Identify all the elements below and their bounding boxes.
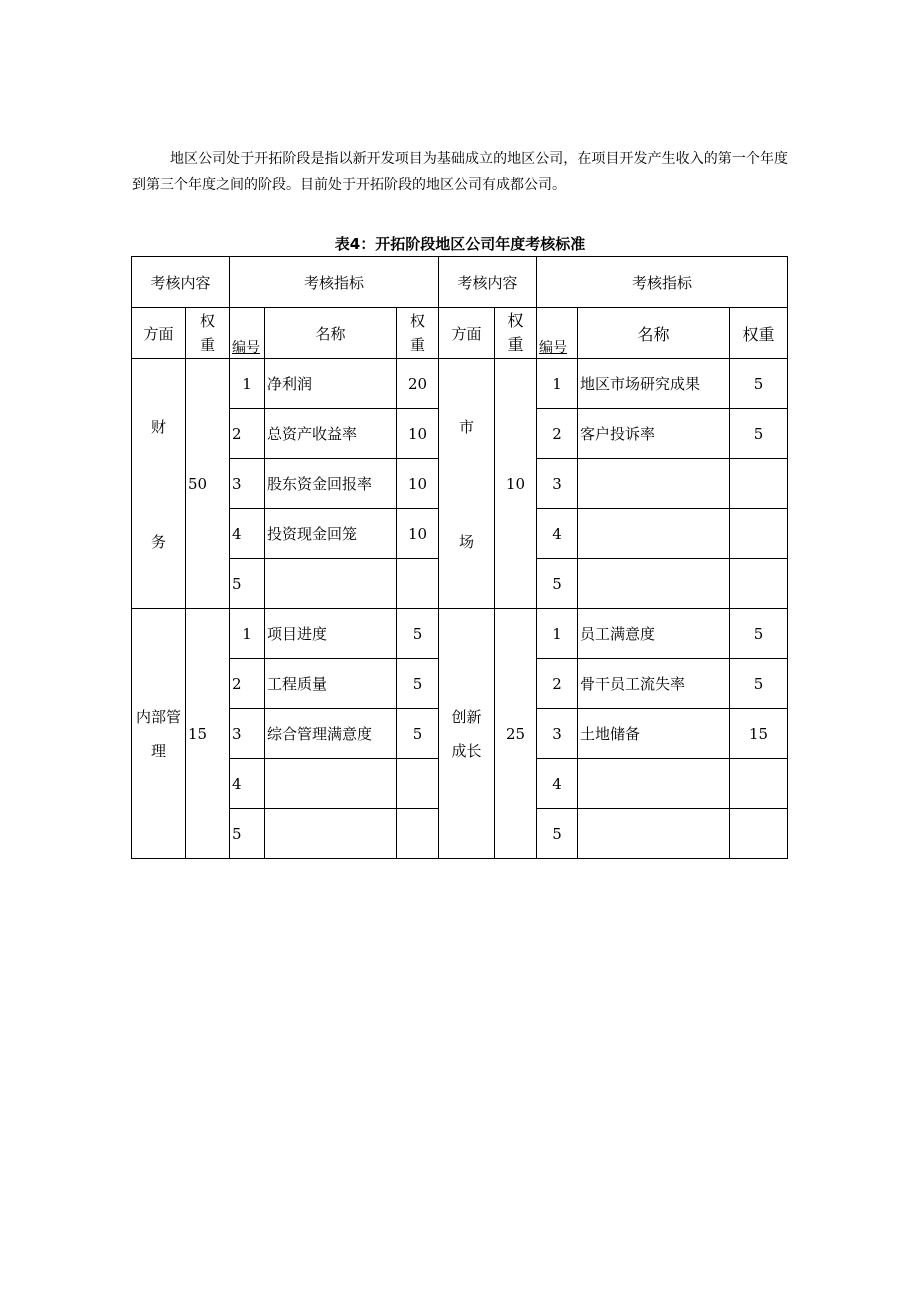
- item-weight: 5: [730, 609, 788, 659]
- item-name: 股东资金回报率: [265, 459, 397, 509]
- item-number: 5: [230, 809, 265, 859]
- item-weight: [730, 459, 788, 509]
- item-number: 2: [537, 659, 578, 709]
- item-name: 客户投诉率: [578, 409, 730, 459]
- item-name: [265, 559, 397, 609]
- item-weight: 5: [730, 409, 788, 459]
- item-name: [578, 509, 730, 559]
- table-row: [132, 359, 788, 409]
- aspect-finance-bottom: 务: [150, 532, 166, 551]
- item-weight: 10: [397, 409, 439, 459]
- aspect-internal-weight: 15: [186, 609, 230, 859]
- subheader-number-left: [230, 308, 265, 359]
- item-number: 4: [537, 759, 578, 809]
- item-number: 2: [537, 409, 578, 459]
- item-number: 3: [537, 709, 578, 759]
- subheader-weight-right: [495, 308, 537, 359]
- aspect-finance-weight: 50: [186, 359, 230, 609]
- item-name: 投资现金回笼: [265, 509, 397, 559]
- item-weight: 5: [397, 659, 439, 709]
- item-weight: 10: [397, 509, 439, 559]
- item-weight: [730, 759, 788, 809]
- weight-top-label: 权: [409, 312, 425, 330]
- item-weight: 5: [730, 359, 788, 409]
- item-number: 5: [537, 809, 578, 859]
- header-content-left: 考核内容: [132, 257, 230, 308]
- item-weight: [397, 809, 439, 859]
- item-number: 2: [230, 409, 265, 459]
- item-name: 工程质量: [265, 659, 397, 709]
- subheader-aspect-right: 方面: [439, 308, 495, 359]
- item-name: [265, 759, 397, 809]
- weight-top-label: 权: [199, 312, 215, 330]
- item-name: [265, 809, 397, 859]
- table-row: [132, 609, 788, 659]
- item-number: 3: [537, 459, 578, 509]
- item-name: 项目进度: [265, 609, 397, 659]
- aspect-internal-top: 内部管: [135, 707, 181, 726]
- assessment-table: [131, 256, 788, 859]
- item-number: 4: [230, 759, 265, 809]
- aspect-finance: [132, 359, 186, 609]
- aspect-growth-top: 创新: [451, 707, 482, 726]
- item-number: 3: [230, 709, 265, 759]
- aspect-market: [439, 359, 495, 609]
- item-weight: [730, 809, 788, 859]
- weight-bottom-label: 重: [409, 336, 425, 354]
- aspect-market-top: 市: [458, 417, 474, 436]
- aspect-internal-bottom: 理: [150, 741, 166, 760]
- item-name: [578, 559, 730, 609]
- item-name: [578, 759, 730, 809]
- item-number: 1: [230, 609, 265, 659]
- intro-paragraph: 地区公司处于开拓阶段是指以新开发项目为基础成立的地区公司，在项目开发产生收入的第一个年度到第三个年度之间的阶段。目前处于开拓阶段的地区公司有成都公司。: [132, 151, 788, 193]
- item-number: 4: [230, 509, 265, 559]
- item-name: 员工满意度: [578, 609, 730, 659]
- item-number: 1: [230, 359, 265, 409]
- number-label: 编号: [232, 340, 260, 356]
- weight-top-label: 权: [507, 311, 524, 330]
- table-caption: 表4：开拓阶段地区公司年度考核标准: [334, 235, 586, 253]
- item-weight: [397, 559, 439, 609]
- item-weight: [730, 559, 788, 609]
- item-number: 3: [230, 459, 265, 509]
- header-row: [132, 257, 788, 308]
- weight-bottom-label: 重: [199, 336, 215, 354]
- header-indicators-right: 考核指标: [537, 257, 788, 308]
- item-name: 骨干员工流失率: [578, 659, 730, 709]
- item-weight: 10: [397, 459, 439, 509]
- item-weight: [397, 759, 439, 809]
- number-label: 编号: [539, 340, 567, 356]
- header-indicators-left: 考核指标: [230, 257, 439, 308]
- aspect-finance-top: 财: [150, 417, 166, 436]
- subheader-weight-left: [186, 308, 230, 359]
- item-name: 综合管理满意度: [265, 709, 397, 759]
- item-name: 地区市场研究成果: [578, 359, 730, 409]
- subheader-number-right: [537, 308, 578, 359]
- item-number: 5: [230, 559, 265, 609]
- aspect-internal: [132, 609, 186, 859]
- item-number: 1: [537, 359, 578, 409]
- subheader-name-left: 名称: [265, 308, 397, 359]
- item-name: 总资产收益率: [265, 409, 397, 459]
- subheader-aspect-left: 方面: [132, 308, 186, 359]
- aspect-market-weight: 10: [495, 359, 537, 609]
- aspect-growth-weight: 25: [495, 609, 537, 859]
- item-weight: 20: [397, 359, 439, 409]
- item-weight: [730, 509, 788, 559]
- item-number: 5: [537, 559, 578, 609]
- aspect-growth: [439, 609, 495, 859]
- item-number: 2: [230, 659, 265, 709]
- subheader-name-right: 名称: [578, 308, 730, 359]
- item-name: 土地储备: [578, 709, 730, 759]
- item-weight: 5: [397, 709, 439, 759]
- subheader-itemweight-right: 权重: [730, 308, 788, 359]
- aspect-growth-bottom: 成长: [451, 741, 482, 760]
- weight-bottom-label: 重: [507, 335, 524, 354]
- subheader-itemweight-left: [397, 308, 439, 359]
- item-weight: 5: [730, 659, 788, 709]
- header-content-right: 考核内容: [439, 257, 537, 308]
- item-weight: 15: [730, 709, 788, 759]
- subheader-row: [132, 308, 788, 359]
- item-name: 净利润: [265, 359, 397, 409]
- item-name: [578, 809, 730, 859]
- aspect-market-bottom: 场: [458, 532, 474, 551]
- item-number: 4: [537, 509, 578, 559]
- item-name: [578, 459, 730, 509]
- item-weight: 5: [397, 609, 439, 659]
- item-number: 1: [537, 609, 578, 659]
